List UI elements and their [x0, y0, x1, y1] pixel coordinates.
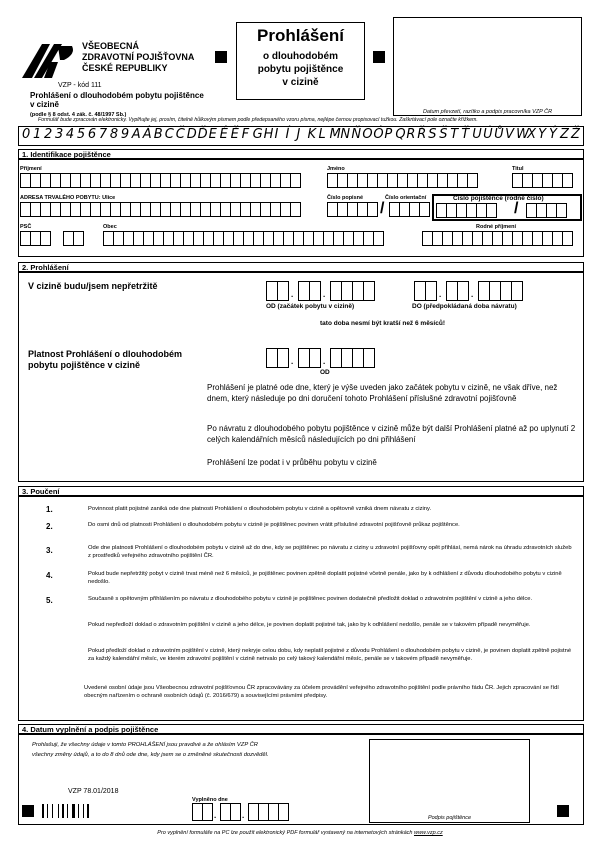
alphabet-glyph: R: [406, 127, 416, 142]
input-cell[interactable]: [290, 202, 301, 217]
alphabet-glyph: N: [340, 127, 351, 142]
insured-number-input-b[interactable]: [526, 203, 566, 218]
notice-4-text: Pokud bude nepřetržitý pobyt v cizině trvat méně než 6 měsíců, je pojištěnec povinen zpětně doplatit pojistné včetně penále, jako by k odhlášení z důvodu dlouhodobého pobytu v cizině nedošlo.: [88, 571, 562, 585]
alphabet-glyph: Ň: [351, 127, 362, 142]
notice-5-number: 5.: [46, 596, 53, 605]
stay-from-year[interactable]: [330, 281, 374, 301]
alphabet-glyph: U: [472, 127, 482, 142]
input-cell[interactable]: [290, 173, 301, 188]
alphabet-glyph: X: [527, 127, 536, 142]
title-input[interactable]: [512, 173, 572, 188]
address-label: ADRESA TRVALÉHO POBYTU: Ulice: [20, 195, 116, 201]
alphabet-glyph: 0: [22, 127, 31, 142]
validity-dot2: .: [323, 357, 326, 366]
alphabet-glyph: 6: [87, 127, 97, 142]
alphabet-glyph: Ú: [483, 127, 493, 142]
alphabet-glyph: M: [329, 127, 341, 142]
barcode-bar: [58, 804, 59, 818]
registration-mark-left: [215, 51, 227, 63]
alphabet-glyph: G: [252, 127, 263, 142]
alphabet-glyph: Á: [142, 127, 152, 142]
signature-box[interactable]: [369, 739, 530, 823]
notice-4-number: 4.: [46, 571, 53, 580]
alphabet-glyph: P: [384, 127, 393, 142]
alphabet-glyph: 3: [54, 127, 64, 142]
stay-to-month[interactable]: [446, 281, 468, 301]
input-cell[interactable]: [457, 281, 469, 301]
alphabet-glyph: Ř: [417, 127, 427, 142]
surname-label: Příjmení: [20, 166, 42, 172]
input-cell[interactable]: [373, 231, 384, 246]
filled-dot2: .: [242, 811, 245, 820]
alphabet-glyph: B: [153, 127, 163, 142]
notice-5-sub1: Pokud nepředloží doklad o zdravotním pojištění v cizině a jeho délce, je povinen doplatit pojistné tak, jako by k odhlášení nedošlo, penále se v takovém případě nevyměřuje.: [88, 622, 531, 628]
alphabet-glyph: I: [274, 127, 279, 142]
notice-1-text: Povinnost platit pojistné zaniká ode dne platnosti Prohlášení o dlouhodobém pobytu v cizině a opětovně vzniká dnem návratu z ciziny.: [88, 506, 432, 512]
name-input[interactable]: [327, 173, 477, 188]
house-number-input[interactable]: [327, 202, 377, 217]
form-code: VZP - kód 111: [58, 82, 102, 89]
filled-day[interactable]: [192, 803, 212, 821]
alphabet-glyphs: [22, 126, 582, 146]
barcode-bar: [87, 804, 89, 818]
fill-instruction: Formulář bude zpracován elektronicky. Vyplňujte jej, prosím, čitelně hůlkovým písmem podle předepsaného vzoru písma, nejlépe černou propisovací tužkou. Zaškrtávací pole označte křížkem.: [38, 117, 478, 123]
alphabet-glyph: D: [186, 127, 197, 142]
alphabet-glyph: O: [362, 127, 373, 142]
input-cell[interactable]: [511, 281, 523, 301]
notice-2-number: 2.: [46, 522, 53, 531]
alphabet-glyph: 2: [43, 127, 53, 142]
footer-note: [0, 830, 600, 836]
minimum-duration-note: tato doba nesmí být kratší než 6 měsíců!: [320, 320, 445, 327]
signature-label: Podpis pojištěnce: [427, 815, 472, 821]
barcode-bar: [47, 804, 48, 818]
street-input[interactable]: [20, 202, 300, 217]
validity-od-label: OD: [320, 369, 330, 376]
stay-from-month[interactable]: [298, 281, 320, 301]
alphabet-glyph: Z: [560, 127, 569, 142]
form-name: Prohlášení o dlouhodobém pobytu pojištěnce v cizině: [30, 91, 204, 110]
validity-paragraph-3: Prohlášení lze podat i v průběhu pobytu v cizině: [207, 458, 377, 467]
orientation-number-label: Číslo orientační: [385, 195, 427, 201]
alphabet-glyph: 5: [76, 127, 86, 142]
alphabet-glyph: 4: [65, 127, 75, 142]
vzp-logo: [20, 42, 78, 82]
section4-heading: 4. Datum vyplnění a podpis pojištěnce: [22, 725, 159, 734]
stay-from-label: OD (začátek pobytu v cizině): [266, 303, 355, 310]
input-cell[interactable]: [309, 281, 321, 301]
title-label: Titul: [512, 166, 524, 172]
insured-number-slash: /: [514, 200, 519, 217]
alphabet-glyph: Ů: [494, 127, 504, 142]
title-sub3: v cizině: [282, 77, 319, 88]
stay-label: V cizině budu/jsem nepřetržitě: [28, 281, 158, 291]
city-label: Obec: [103, 224, 117, 230]
surname-input[interactable]: [20, 173, 300, 188]
alphabet-glyph: Q: [395, 127, 406, 142]
barcode-bar: [42, 804, 44, 818]
registration-mark-bottom-left: [22, 805, 34, 817]
alphabet-glyph: Ý: [549, 127, 557, 142]
title-sub2: pobytu pojištěnce: [257, 64, 344, 75]
title-sub1: o dlouhodobém: [263, 51, 338, 62]
stay-from-dot2: .: [323, 290, 326, 299]
stamp-box[interactable]: [393, 17, 582, 116]
org-name-line2: ZDRAVOTNÍ POJIŠŤOVNA: [82, 52, 195, 62]
alphabet-glyph: Ó: [373, 127, 384, 142]
section1-heading: 1. Identifikace pojištěnce: [22, 150, 111, 159]
barcode-bar: [62, 804, 64, 818]
stay-to-day[interactable]: [414, 281, 436, 301]
barcode: [42, 804, 88, 818]
section3-header: [18, 486, 584, 497]
alphabet-glyph: 1: [32, 127, 42, 142]
house-number-label: Číslo popisné: [327, 195, 364, 201]
barcode-bar: [52, 804, 53, 818]
insured-number-input-a[interactable]: [436, 203, 496, 218]
input-cell[interactable]: [467, 173, 478, 188]
org-name-line3: ČESKÉ REPUBLIKY: [82, 63, 168, 73]
notice-2-text: Do osmi dnů od platnosti Prohlášení o dlouhodobém pobytu v cizině je pojištěnec povinen vrátit příslušné zdravotní pojišťovně průkaz pojištěnce.: [88, 522, 460, 528]
barcode-bar: [78, 804, 79, 818]
input-cell[interactable]: [556, 203, 567, 218]
alphabet-glyph: É: [219, 127, 228, 142]
alphabet-glyph: Ď: [197, 127, 208, 142]
vzp-logo-icon: [20, 42, 78, 82]
title-main: Prohlášení: [257, 26, 344, 45]
alphabet-glyph: H: [263, 127, 274, 142]
stay-from-day[interactable]: [266, 281, 288, 301]
alphabet-glyph: Č: [175, 127, 185, 142]
title-box: [236, 22, 365, 100]
input-cell[interactable]: [486, 203, 497, 218]
filled-dot1: .: [214, 811, 217, 820]
input-cell[interactable]: [40, 231, 51, 246]
org-name-line1: VŠEOBECNÁ: [82, 41, 140, 51]
alphabet-glyph: T: [450, 127, 459, 142]
alphabet-glyph: C: [164, 127, 174, 142]
gdpr-notice: Uvedené osobní údaje jsou Všeobecnou zdravotní pojišťovnou ČR zpracovávány za účelem provádění veřejného zdravotního pojištění podle právního řádu ČR. Jejich zpracování se řídí obecným nařízením o ochraně osobních údajů (č. 2016/679) a souvisejícími právními předpisy.: [84, 685, 559, 699]
alphabet-glyph: Í: [285, 127, 290, 142]
filled-month[interactable]: [220, 803, 240, 821]
zip-input-b[interactable]: [63, 231, 83, 246]
alphabet-glyph: A: [131, 127, 141, 142]
barcode-bar: [83, 804, 84, 818]
address-slash: /: [380, 200, 385, 217]
validity-paragraph-1: Prohlášení je platné ode dne, který je výše uveden jako začátek pobytu v cizině, ne však dříve, než dnem, který následuje po dni doručení tohoto Prohlášení příslušné zdravotní pojišťovně: [207, 383, 558, 403]
stay-to-year[interactable]: [478, 281, 522, 301]
declaration-line-1: Prohlašuji, že všechny údaje v tomto PROHLÁŠENÍ jsou pravdivé a že ohlásím VZP ČR: [32, 742, 258, 748]
alphabet-glyph: V: [505, 127, 515, 142]
stay-to-dot2: .: [471, 290, 474, 299]
stay-to-dot1: .: [439, 290, 442, 299]
validity-label-2: pobytu pojištěnce v cizině: [28, 360, 141, 370]
alphabet-glyph: W: [516, 127, 529, 142]
form-version: VZP 78.01/2018: [68, 788, 119, 795]
registration-mark-bottom-right: [557, 805, 569, 817]
notice-1-number: 1.: [46, 505, 53, 514]
alphabet-glyph: J: [296, 127, 301, 142]
barcode-bar: [72, 804, 75, 818]
notice-5-sub2: Pokud předloží doklad o zdravotním pojištění v cizině, který nekryje celou dobu, kdy neplatil pojistné z důvodu Prohlášení o dlouhodobém pobytu v cizině, je povinen doplatit zpětně pojistné za každý kalendářní měsíc, ve kterém zdravotní pojištění v cizině netrvalo po celý takový kalendářní měsíc, penále se v takovém případě nevyměřuje.: [88, 648, 572, 662]
stay-from-dot1: .: [291, 290, 294, 299]
input-cell[interactable]: [425, 281, 437, 301]
registration-mark-right: [373, 51, 385, 63]
alphabet-glyph: E: [208, 127, 217, 142]
validity-dot1: .: [291, 357, 294, 366]
stay-to-label: DO (předpokládaná doba návratu): [412, 303, 517, 310]
filled-date-label: Vyplněno dne: [192, 797, 228, 803]
notice-3-number: 3.: [46, 546, 53, 555]
alphabet-glyph: Ě: [230, 127, 239, 142]
section4-header: [18, 724, 584, 735]
declaration-line-2: všechny změny údajů, a to do 8 dnů ode dne, kdy jsem se o změněné skutečnosti dozvěděl.: [32, 752, 269, 758]
section1-header: [18, 149, 584, 160]
validity-day[interactable]: [266, 348, 288, 368]
maiden-name-label: Rodné příjmení: [476, 224, 517, 230]
alphabet-glyph: 8: [109, 127, 119, 142]
zip-input-a[interactable]: [20, 231, 50, 246]
alphabet-glyph: K: [307, 127, 317, 142]
alphabet-glyph: Ť: [461, 127, 470, 142]
section2-heading: 2. Prohlášení: [22, 263, 69, 272]
alphabet-glyph: Š: [439, 127, 448, 142]
maiden-name-input[interactable]: [422, 231, 572, 246]
input-cell[interactable]: [562, 231, 573, 246]
validity-paragraph-2: Po návratu z dlouhodobého pobytu pojištěnce v cizině může být další Prohlášení platné až po uplynutí 2 celých kalendářních měsíců následujících po dni přihlášení: [207, 424, 576, 444]
zip-label: PSČ: [20, 224, 32, 230]
input-cell[interactable]: [363, 281, 375, 301]
alphabet-glyph: Ž: [571, 127, 580, 142]
input-cell[interactable]: [562, 173, 573, 188]
input-cell[interactable]: [230, 803, 241, 821]
input-cell[interactable]: [73, 231, 84, 246]
stamp-caption: Datum převzetí, razítko a podpis pracovníka VZP ČR: [422, 109, 553, 115]
input-cell[interactable]: [202, 803, 213, 821]
barcode-bar: [67, 804, 68, 818]
input-cell[interactable]: [278, 803, 289, 821]
input-cell[interactable]: [363, 348, 375, 368]
validity-label-1: Platnost Prohlášení o dlouhodobém: [28, 349, 183, 359]
input-cell[interactable]: [277, 281, 289, 301]
notice-3-text: Ode dne platnosti Prohlášení o dlouhodobém pobytu v cizině až do dne, kdy se pojištěnec po návratu z ciziny u zdravotní pojišťovny opět přihlásí, nemá nárok na úhradu zdravotních služeb z prostředků veřejného zdravotního pojištění ČR.: [88, 545, 572, 559]
alphabet-glyph: Y: [538, 127, 547, 142]
input-cell[interactable]: [367, 202, 378, 217]
orientation-number-input[interactable]: [389, 202, 429, 217]
input-cell[interactable]: [419, 202, 430, 217]
input-cell[interactable]: [309, 348, 321, 368]
alphabet-glyph: F: [241, 127, 250, 142]
footer-text: Pro vyplnění formuláře na PC lze použít elektronický PDF formulář vystavený na internetových stránkách: [157, 830, 414, 836]
alphabet-glyph: L: [318, 127, 326, 142]
notice-5-text: Současně s opětovným přihlášením po návratu z dlouhodobého pobytu v cizině je pojištěnec povinen dodatečně předložit doklad o zdravotním pojištění v cizině a jeho délce.: [88, 596, 533, 602]
footer-link[interactable]: www.vzp.cz: [413, 830, 443, 836]
name-label: Jméno: [327, 166, 345, 172]
input-cell[interactable]: [277, 348, 289, 368]
law-reference: (podle § 8 odst. 4 zák. č. 48/1997 Sb.): [30, 112, 127, 118]
alphabet-glyph: 7: [98, 127, 108, 142]
validity-year[interactable]: [330, 348, 374, 368]
alphabet-glyph: S: [428, 127, 437, 142]
city-input[interactable]: [103, 231, 383, 246]
alphabet-glyph: 9: [120, 127, 130, 142]
insured-number-label: Číslo pojištěnce (rodné číslo): [453, 195, 544, 202]
validity-month[interactable]: [298, 348, 320, 368]
section3-heading: 3. Poučení: [22, 487, 60, 496]
filled-year[interactable]: [248, 803, 288, 821]
section2-header: [18, 262, 584, 273]
